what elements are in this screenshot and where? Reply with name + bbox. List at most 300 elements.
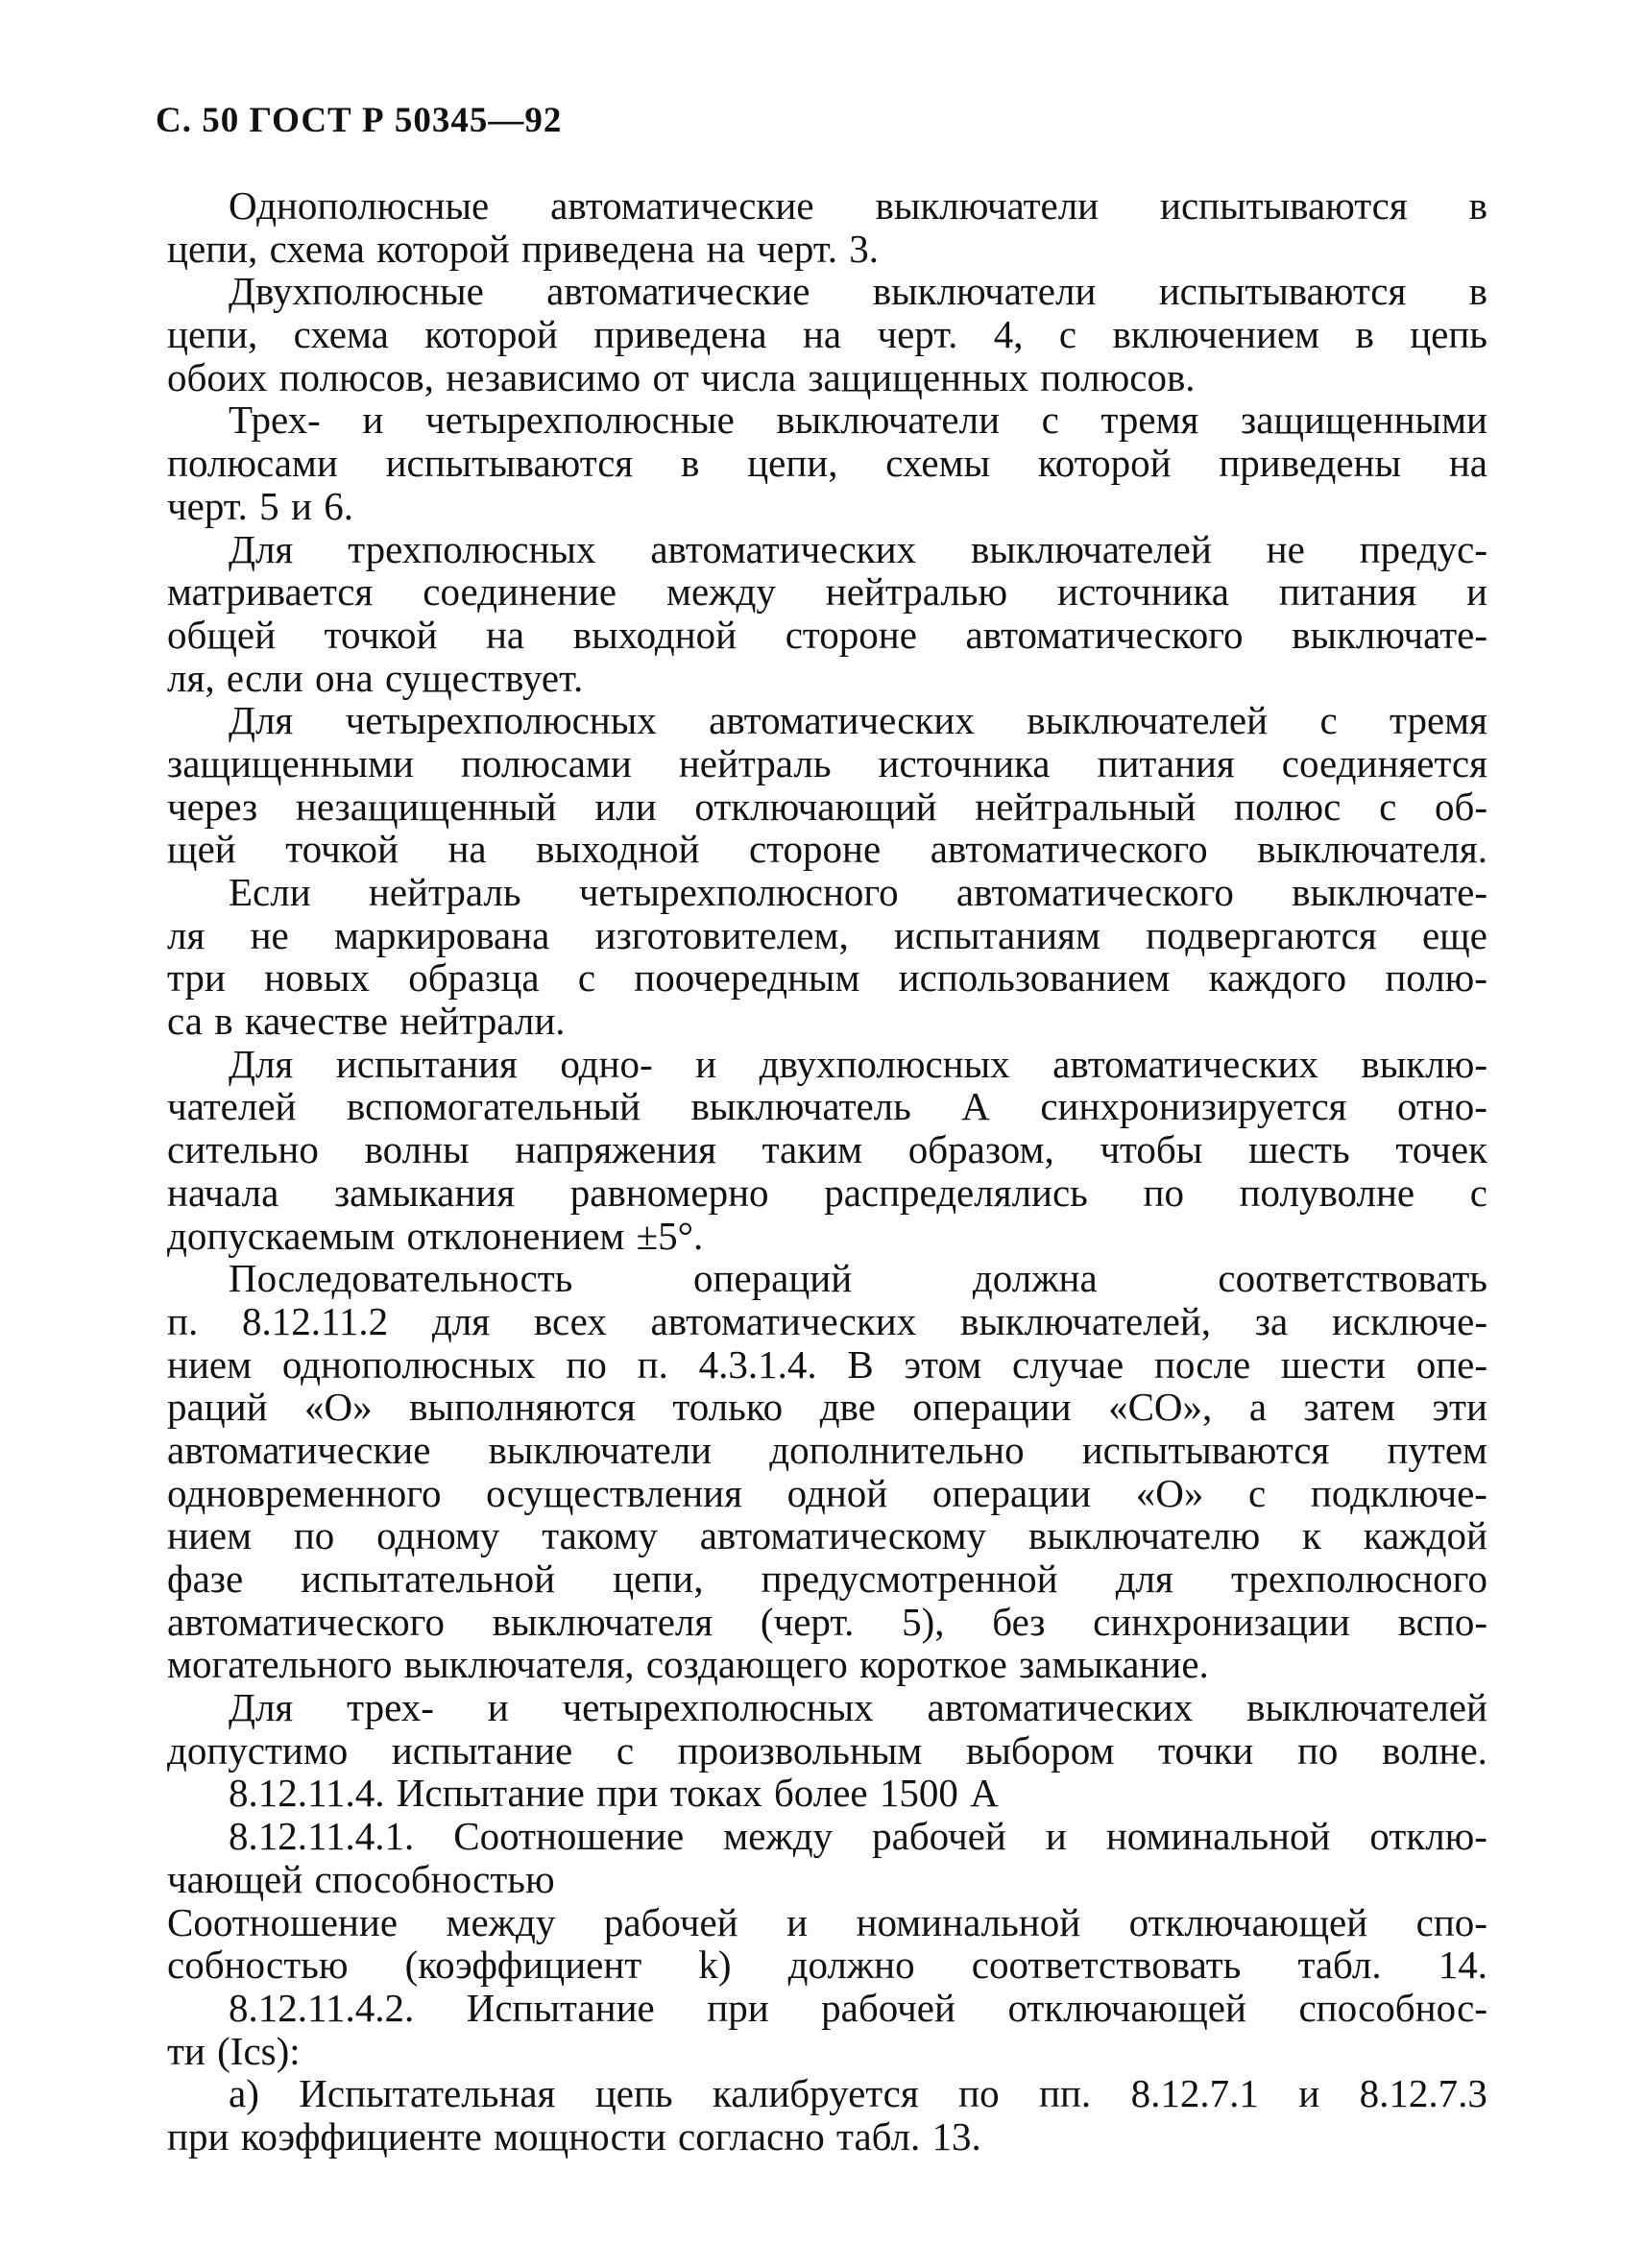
word: согласно	[678, 2113, 825, 2159]
text-line	[167, 228, 1487, 271]
text-line	[167, 956, 1487, 1000]
word: всех	[533, 1298, 607, 1343]
word: (черт.	[760, 1599, 855, 1644]
word: автоматического	[955, 870, 1234, 914]
word: выключатель	[690, 1084, 911, 1129]
word: нейтрали.	[399, 999, 566, 1044]
word: фазе	[167, 1556, 244, 1601]
word: четырехполюсных	[345, 698, 657, 743]
text-line	[167, 1128, 1487, 1171]
word: изготовителем,	[594, 912, 849, 957]
word: случае	[1011, 1341, 1124, 1387]
word: исключе-	[1331, 1298, 1487, 1343]
word: схема	[293, 312, 389, 357]
text-line	[167, 1901, 1487, 1944]
word: полюсами	[461, 740, 632, 785]
word: обоих	[167, 354, 268, 399]
text-line	[167, 442, 1487, 485]
word: цепи,	[167, 226, 258, 271]
word: путем	[1387, 1427, 1487, 1472]
word: нейтралью	[825, 569, 1008, 615]
word: приведена	[521, 226, 695, 271]
word: нием	[167, 1513, 253, 1558]
text-line	[167, 1557, 1487, 1601]
word: операции	[912, 1385, 1072, 1430]
word: с	[1469, 1170, 1487, 1215]
word: операций	[693, 1256, 853, 1301]
word: на	[802, 312, 842, 357]
text-line	[167, 1943, 1487, 1987]
word: замыкание.	[1019, 1642, 1209, 1687]
word: не	[1266, 526, 1305, 571]
word: ти	[167, 2028, 206, 2073]
text-line	[167, 614, 1487, 657]
text-line	[167, 1171, 1487, 1215]
word: выключатели	[488, 1427, 713, 1472]
word: начала	[167, 1170, 279, 1215]
word: сительно	[167, 1127, 319, 1172]
word: автоматических	[709, 698, 975, 743]
word: в	[1468, 269, 1487, 314]
word: без	[992, 1599, 1046, 1644]
word: точки	[1158, 1727, 1254, 1773]
word: об-	[1434, 784, 1487, 829]
word: 5),	[902, 1599, 945, 1644]
word: 8.12.11.2	[241, 1298, 389, 1343]
word: испытываются	[1158, 269, 1407, 314]
word: существует.	[384, 655, 584, 700]
text-line	[167, 1729, 1487, 1773]
word: 1500	[879, 1771, 958, 1816]
word: на	[706, 226, 745, 271]
word: точек	[1395, 1127, 1487, 1172]
word: допустимо	[167, 1727, 349, 1773]
word: соединяется	[1281, 740, 1487, 785]
word: а	[1248, 1385, 1268, 1430]
word: черт.	[757, 226, 837, 271]
word: нейтральный	[975, 784, 1197, 829]
word: в	[214, 999, 233, 1044]
word: между	[723, 1814, 834, 1859]
text-line	[167, 398, 1487, 442]
word: через	[167, 784, 258, 829]
word: рабочей	[603, 1899, 738, 1944]
word: точкой	[324, 612, 438, 657]
word: Испытание	[396, 1771, 585, 1816]
word: 8.12.7.3	[1359, 2071, 1487, 2116]
word: 13.	[931, 2113, 981, 2159]
word: допускаемым	[167, 1213, 396, 1258]
word: включением	[1112, 312, 1320, 357]
text-line	[167, 1686, 1487, 1729]
word: соответствовать	[971, 1942, 1242, 1988]
page-header: С. 50 ГОСТ Р 50345—92	[156, 101, 563, 140]
word: нием	[167, 1341, 253, 1387]
word: испытываются	[1081, 1427, 1330, 1472]
word: пп.	[1039, 2071, 1092, 2116]
word: и	[1045, 1814, 1067, 1859]
word: автоматического	[930, 827, 1208, 872]
word: мощности	[494, 2113, 666, 2159]
word: автоматических	[1052, 1041, 1318, 1086]
text-line	[167, 1043, 1487, 1086]
word: А	[961, 1084, 990, 1129]
word: маркирована	[334, 912, 550, 957]
word: синхронизации	[1093, 1599, 1350, 1644]
word: трехполюсных	[348, 526, 596, 571]
word: не	[250, 912, 289, 957]
word: незащищенный	[295, 784, 557, 829]
word: Соотношение	[453, 1814, 685, 1859]
word: и	[487, 1685, 509, 1730]
word: которой	[1037, 441, 1172, 486]
word: эти	[1432, 1385, 1487, 1430]
word: Для	[229, 698, 294, 743]
word: на	[1448, 441, 1487, 486]
word: при	[596, 1771, 659, 1816]
word: только	[672, 1385, 784, 1430]
word: способностью	[314, 1856, 555, 1901]
word: поочередным	[634, 955, 860, 1001]
word: такому	[542, 1513, 658, 1558]
word: которой	[424, 312, 558, 357]
word: способнос-	[1298, 1985, 1487, 2030]
word: выключателей,	[959, 1298, 1212, 1343]
word: осуществления	[486, 1470, 742, 1515]
word: ±5°.	[636, 1213, 704, 1258]
word: А	[970, 1771, 999, 1816]
word: «О»	[304, 1385, 373, 1430]
word: собностью	[167, 1942, 349, 1988]
word: автоматические	[167, 1427, 431, 1472]
word: автоматических	[650, 1298, 917, 1343]
word: 6.	[324, 483, 353, 528]
word: три	[167, 955, 226, 1001]
word: рабочей	[821, 1985, 955, 2030]
word: 4,	[993, 312, 1024, 357]
word: автоматических	[650, 526, 917, 571]
word: автоматические	[546, 269, 810, 314]
text-line	[167, 1215, 1487, 1258]
word: номинальной	[1105, 1814, 1331, 1859]
word: матривается	[167, 569, 374, 615]
word: одной	[786, 1470, 888, 1515]
text-line	[167, 1772, 1487, 1815]
word: Если	[229, 870, 311, 914]
word: (Ics):	[217, 2028, 301, 2073]
word: двухполюсных	[759, 1041, 1010, 1086]
word: черт.	[167, 483, 248, 528]
word: Однополюсные	[229, 183, 490, 228]
word: каждого	[1208, 955, 1347, 1001]
word: произвольным	[677, 1727, 923, 1773]
word: к	[1302, 1513, 1321, 1558]
word: автоматических	[927, 1685, 1194, 1730]
word: черт.	[877, 312, 958, 357]
word: выключателя	[492, 1599, 713, 1644]
word: использованием	[898, 955, 1171, 1001]
word: чателей	[167, 1084, 297, 1129]
word: предус-	[1359, 526, 1487, 571]
word: отклонением	[406, 1213, 625, 1258]
word: которой	[376, 226, 510, 271]
word: отключающей	[1007, 1985, 1246, 2030]
word: тремя	[1390, 698, 1487, 743]
word: выклю-	[1361, 1041, 1487, 1086]
word: волне.	[1382, 1727, 1487, 1773]
word: цепи,	[167, 312, 258, 357]
word: рабочей	[872, 1814, 1006, 1859]
word: полюсов,	[278, 354, 434, 399]
word: по	[1143, 1170, 1184, 1215]
word: табл.	[1297, 1942, 1382, 1988]
word: схема	[269, 226, 365, 271]
word: щей	[167, 827, 236, 872]
word: распределялись	[824, 1170, 1088, 1215]
word: при	[167, 2113, 230, 2159]
word: коэффициенте	[240, 2113, 482, 2159]
word: трехполюсного	[1230, 1556, 1487, 1601]
word: 3.	[849, 226, 880, 271]
word: от	[652, 354, 689, 399]
word: выключателя.	[1257, 827, 1487, 872]
word: стороне	[785, 612, 917, 657]
word: между	[446, 1899, 556, 1944]
word: с	[1041, 398, 1059, 443]
word: синхронизируется	[1040, 1084, 1347, 1129]
word: 8.12.11.4.2.	[229, 1985, 415, 2030]
word: Соотношение	[167, 1899, 399, 1944]
text-line	[167, 2030, 1487, 2073]
word: выполняются	[409, 1385, 636, 1430]
word: одновременного	[167, 1470, 442, 1515]
word: с	[577, 955, 596, 1001]
word: выключателей	[970, 526, 1212, 571]
word: за	[1254, 1298, 1289, 1343]
word: шести	[1281, 1341, 1386, 1387]
text-line	[167, 657, 1487, 700]
word: цепи,	[613, 1556, 704, 1601]
text-line	[167, 1257, 1487, 1300]
word: цепи,	[747, 441, 838, 486]
word: по	[958, 2071, 1000, 2116]
word: испытываются	[1160, 183, 1408, 228]
word: выходной	[536, 827, 700, 872]
word: должна	[972, 1256, 1098, 1301]
word: «О»	[1135, 1470, 1204, 1515]
word: трех-	[347, 1685, 434, 1730]
text-line	[167, 528, 1487, 571]
word: дополнительно	[769, 1427, 1025, 1472]
word: соответствовать	[1218, 1256, 1487, 1301]
word: новых	[264, 955, 370, 1001]
word: калибруется	[713, 2071, 919, 2116]
word: испытания	[335, 1041, 518, 1086]
word: табл.	[836, 2113, 921, 2159]
text-line	[167, 1514, 1487, 1557]
word: по	[1296, 1727, 1339, 1773]
word: 8.12.11.4.1.	[229, 1814, 415, 1859]
text-line	[167, 485, 1487, 528]
word: 14.	[1438, 1942, 1487, 1988]
text-line	[167, 184, 1487, 228]
word: независимо	[446, 354, 641, 399]
word: напряжения	[515, 1127, 716, 1172]
word: для	[431, 1298, 491, 1343]
word: по	[293, 1513, 335, 1558]
word: полюс	[1234, 784, 1342, 829]
word: испытываются	[385, 441, 634, 486]
word: защищенными	[1241, 398, 1487, 443]
word: с	[1379, 784, 1397, 829]
text-line	[167, 1601, 1487, 1644]
word: на	[447, 827, 487, 872]
word: стороне	[748, 827, 882, 872]
word: «СО»,	[1108, 1385, 1213, 1430]
word: она	[315, 655, 374, 700]
text-line	[167, 785, 1487, 829]
word: отно-	[1396, 1084, 1487, 1129]
word: выходной	[572, 612, 737, 657]
word: с	[1319, 698, 1338, 743]
word: Для	[229, 1685, 294, 1730]
word: одному	[376, 1513, 500, 1558]
text-line	[167, 1000, 1487, 1043]
word: выключатели	[872, 269, 1097, 314]
word: Для	[229, 1041, 294, 1086]
word: источника	[878, 740, 1051, 785]
word: Двухполюсные	[229, 269, 484, 314]
word: номинальной	[856, 1899, 1081, 1944]
text-line	[167, 1429, 1487, 1472]
word: и	[290, 483, 312, 528]
word: выключате-	[1292, 612, 1487, 657]
word: в	[1355, 312, 1374, 357]
word: в	[1468, 183, 1487, 228]
text-line	[167, 1386, 1487, 1429]
text-line	[167, 742, 1487, 785]
word: приведены	[1219, 441, 1402, 486]
word: Испытательная	[299, 2071, 556, 2116]
word: защищенными	[167, 740, 414, 785]
word: две	[819, 1385, 876, 1430]
word: затем	[1303, 1385, 1395, 1430]
word: п.	[167, 1298, 199, 1343]
text-line	[167, 1858, 1487, 1901]
word: и	[362, 398, 384, 443]
text-line	[167, 1643, 1487, 1686]
word: и	[1466, 569, 1487, 615]
word: этом	[904, 1341, 982, 1387]
word: выключатели	[776, 398, 1001, 443]
word: отклю-	[1369, 1814, 1487, 1859]
word: точкой	[285, 827, 399, 872]
word: замыкания	[333, 1170, 516, 1215]
word: короткое	[859, 1642, 1007, 1687]
word: полю-	[1385, 955, 1487, 1001]
word: вспомогательный	[346, 1084, 641, 1129]
text-line	[167, 914, 1487, 957]
word: шесть	[1248, 1127, 1350, 1172]
word: образца	[408, 955, 540, 1001]
word: источника	[1057, 569, 1229, 615]
word: Трех-	[229, 398, 321, 443]
text-line	[167, 1472, 1487, 1515]
text-line	[167, 2115, 1487, 2159]
text-line	[167, 1085, 1487, 1128]
word: подключе-	[1310, 1470, 1487, 1515]
word: каждой	[1363, 1513, 1487, 1558]
word: или	[594, 784, 657, 829]
text-line	[167, 1987, 1487, 2030]
document-body	[167, 184, 1487, 2159]
word: более	[773, 1771, 868, 1816]
word: волны	[364, 1127, 470, 1172]
word: в	[681, 441, 700, 486]
word: цепь	[594, 2071, 673, 2116]
word: нейтраль	[678, 740, 832, 785]
word: тремя	[1100, 398, 1199, 443]
word: после	[1153, 1341, 1251, 1387]
word: и	[1298, 2071, 1320, 2116]
word: четырехполюсные	[424, 398, 735, 443]
word: образом,	[907, 1127, 1054, 1172]
word: одно-	[560, 1041, 653, 1086]
text-line	[167, 699, 1487, 742]
word: 4.3.1.4.	[698, 1341, 817, 1387]
word: качестве	[244, 999, 388, 1044]
word: отключающий	[694, 784, 937, 829]
word: автоматического	[965, 612, 1244, 657]
word: таким	[762, 1127, 863, 1172]
word: при	[707, 1985, 769, 2030]
word: питания	[1097, 740, 1235, 785]
word: 5	[259, 483, 279, 528]
word: ля,	[167, 655, 215, 700]
text-line	[167, 1815, 1487, 1858]
word: k)	[698, 1942, 732, 1988]
word: полуволне	[1239, 1170, 1415, 1215]
word: операции	[931, 1470, 1092, 1515]
word: спо-	[1415, 1899, 1487, 1944]
word: с	[1058, 312, 1077, 357]
word: создающего	[645, 1642, 848, 1687]
word: выключатели	[875, 183, 1100, 228]
word: п.	[637, 1341, 668, 1387]
word: четырехполюсных	[562, 1685, 874, 1730]
word: цепь	[1410, 312, 1487, 357]
word: нейтраль	[368, 870, 521, 914]
word: соединение	[423, 569, 617, 615]
text-line	[167, 2072, 1487, 2115]
word: схемы	[885, 441, 991, 486]
word: (коэффициент	[404, 1942, 642, 1988]
text-line	[167, 313, 1487, 356]
word: испытательной	[301, 1556, 556, 1601]
word: для	[1115, 1556, 1173, 1601]
word: на	[485, 612, 525, 657]
text-line	[167, 871, 1487, 914]
word: Испытание	[466, 1985, 655, 2030]
word: защищенных	[808, 354, 1028, 399]
word: автоматические	[550, 183, 814, 228]
word: должно	[787, 1942, 915, 1988]
text-line	[167, 356, 1487, 399]
word: отключающей	[1128, 1899, 1368, 1944]
word: полюсами	[167, 441, 338, 486]
word: общей	[167, 612, 277, 657]
word: подвергаются	[1146, 912, 1377, 957]
